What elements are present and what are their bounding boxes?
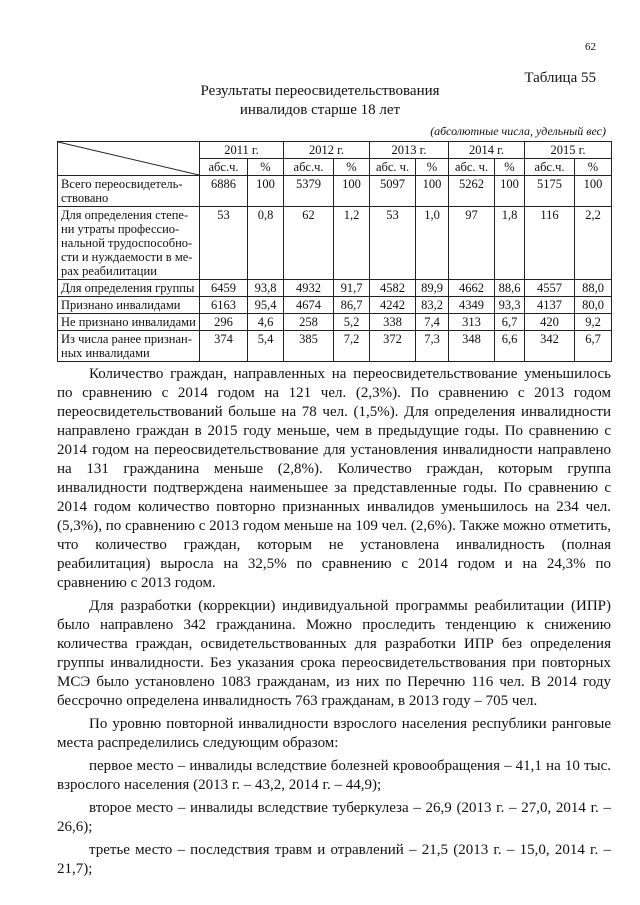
- value-cell: 100: [495, 176, 525, 207]
- year-header: 2014 г.: [449, 142, 525, 159]
- table-title: [0, 82, 640, 120]
- value-cell: 116: [525, 207, 575, 280]
- value-cell: 4,6: [248, 314, 284, 331]
- subheader-cell: %: [495, 159, 525, 176]
- value-cell: 6163: [200, 297, 248, 314]
- value-cell: 62: [284, 207, 334, 280]
- value-cell: 100: [334, 176, 370, 207]
- value-cell: 313: [449, 314, 495, 331]
- value-cell: 6,6: [495, 331, 525, 362]
- value-cell: 342: [525, 331, 575, 362]
- value-cell: 6886: [200, 176, 248, 207]
- value-cell: 88,0: [575, 280, 612, 297]
- subheader-cell: абс. ч.: [449, 159, 495, 176]
- value-cell: 95,4: [248, 297, 284, 314]
- value-cell: 258: [284, 314, 334, 331]
- value-cell: 88,6: [495, 280, 525, 297]
- value-cell: 5,4: [248, 331, 284, 362]
- value-cell: 0,8: [248, 207, 284, 280]
- table-row: [58, 176, 612, 207]
- subheader-cell: %: [334, 159, 370, 176]
- value-cell: 53: [200, 207, 248, 280]
- value-cell: 4932: [284, 280, 334, 297]
- row-label: Не признано инвалидами: [58, 314, 200, 331]
- value-cell: 1,2: [334, 207, 370, 280]
- value-cell: 1,0: [416, 207, 449, 280]
- value-cell: 5262: [449, 176, 495, 207]
- subheader-cell: абс.ч.: [284, 159, 334, 176]
- value-cell: 5175: [525, 176, 575, 207]
- corner-cell: [58, 142, 200, 176]
- subheader-cell: %: [416, 159, 449, 176]
- value-cell: 372: [370, 331, 416, 362]
- row-label: Всего переосвидетель-ствовано: [58, 176, 200, 207]
- body-text: [57, 365, 611, 883]
- value-cell: 91,7: [334, 280, 370, 297]
- value-cell: 420: [525, 314, 575, 331]
- row-label: Из числа ранее признан-ных инвалидами: [58, 331, 200, 362]
- value-cell: 4582: [370, 280, 416, 297]
- value-cell: 296: [200, 314, 248, 331]
- value-cell: 7,4: [416, 314, 449, 331]
- table-label: Таблица 55: [524, 70, 596, 86]
- value-cell: 2,2: [575, 207, 612, 280]
- value-cell: 385: [284, 331, 334, 362]
- value-cell: 4662: [449, 280, 495, 297]
- title-line-2: инвалидов старше 18 лет: [239, 102, 401, 118]
- subheader-cell: %: [248, 159, 284, 176]
- value-cell: 93,3: [495, 297, 525, 314]
- value-cell: 348: [449, 331, 495, 362]
- value-cell: 83,2: [416, 297, 449, 314]
- value-cell: 100: [575, 176, 612, 207]
- value-cell: 374: [200, 331, 248, 362]
- paragraph: первое место – инвалиды вследствие болезней кровообращения – 41,1 на 10 тыс. взрослого населения (2013 г. – 43,2, 2014 г. – 44,9);: [57, 758, 611, 793]
- paragraph: Количество граждан, направленных на переосвидетельствование уменьшилось по сравнению с 2014 годом на 121 чел. (2,3%). По сравнению с 2013 годом переосвидетельствований больше на 78 чел. (1,5%). Для определения инвалидности направлено граждан в 2015 году меньше, чем в предыдущие годы. По сравнению с 2014 годом на переосвидетельствование для установления инвалидности направлено на 131 гражданина меньше (2,8%). Количество граждан, которым группа инвалидности подтверждена наименьшее за представленные годы. По сравнению с 2014 годом количество повторно признанных инвалидов уменьшилось на 234 чел. (5,3%), по сравнению с 2013 годом меньше на 109 чел. (2,6%). Также можно отметить, что количество граждан, которым не установлена инвалидность (полная реабилитация) выросла на 32,5% по сравнению с 2014 годом и на 24,3% по сравнению с 2013 годом.: [57, 366, 611, 591]
- value-cell: 4349: [449, 297, 495, 314]
- subheader-cell: абс.ч.: [525, 159, 575, 176]
- paragraph: По уровню повторной инвалидности взрослого населения республики ранговые места распределились следующим образом:: [57, 716, 611, 751]
- value-cell: 6,7: [575, 331, 612, 362]
- row-label: Признано инвалидами: [58, 297, 200, 314]
- units-note: (абсолютные числа, удельный вес): [430, 124, 606, 138]
- value-cell: 9,2: [575, 314, 612, 331]
- value-cell: 7,2: [334, 331, 370, 362]
- value-cell: 6459: [200, 280, 248, 297]
- year-header: 2011 г.: [200, 142, 284, 159]
- table-row: [58, 314, 612, 331]
- results-table: [57, 141, 612, 362]
- paragraph: Для разработки (коррекции) индивидуальной программы реабилитации (ИПР) было направлено 342 гражданина. Можно проследить тенденцию к снижению количества граждан, освидетельствованных для разработки ИПР без определения группы инвалидности. Без указания срока переосвидетельствования при повторных МСЭ было установлено 1083 гражданам, из них по Перечню 116 чел. В 2014 году бессрочно определена инвалидность 763 гражданам, в 2013 году – 705 чел.: [57, 598, 611, 709]
- value-cell: 338: [370, 314, 416, 331]
- value-cell: 5,2: [334, 314, 370, 331]
- value-cell: 4242: [370, 297, 416, 314]
- value-cell: 5097: [370, 176, 416, 207]
- value-cell: 6,7: [495, 314, 525, 331]
- title-line-1: Результаты переосвидетельствования: [200, 83, 440, 99]
- value-cell: 100: [248, 176, 284, 207]
- value-cell: 100: [416, 176, 449, 207]
- value-cell: 97: [449, 207, 495, 280]
- value-cell: 80,0: [575, 297, 612, 314]
- table-row: [58, 297, 612, 314]
- page-number: 62: [585, 41, 596, 53]
- subheader-cell: абс.ч.: [200, 159, 248, 176]
- value-cell: 86,7: [334, 297, 370, 314]
- year-header: 2015 г.: [525, 142, 612, 159]
- value-cell: 89,9: [416, 280, 449, 297]
- value-cell: 7,3: [416, 331, 449, 362]
- paragraph: третье место – последствия травм и отравлений – 21,5 (2013 г. – 15,0, 2014 г. – 21,7);: [57, 842, 611, 877]
- table-row: [58, 331, 612, 362]
- year-header: 2012 г.: [284, 142, 370, 159]
- year-header-row: [58, 142, 612, 159]
- value-cell: 93,8: [248, 280, 284, 297]
- table-row: [58, 280, 612, 297]
- subheader-cell: абс. ч.: [370, 159, 416, 176]
- paragraph: второе место – инвалиды вследствие туберкулеза – 26,9 (2013 г. – 27,0, 2014 г. – 26,6);: [57, 800, 611, 835]
- value-cell: 4557: [525, 280, 575, 297]
- value-cell: 1,8: [495, 207, 525, 280]
- value-cell: 5379: [284, 176, 334, 207]
- row-label: Для определения группы: [58, 280, 200, 297]
- value-cell: 53: [370, 207, 416, 280]
- table-row: [58, 207, 612, 280]
- row-label: Для определения степе-ни утраты профессио-нальной трудоспособно-сти и нуждаемости в ме-рах реабилитации: [58, 207, 200, 280]
- value-cell: 4137: [525, 297, 575, 314]
- value-cell: 4674: [284, 297, 334, 314]
- subheader-cell: %: [575, 159, 612, 176]
- year-header: 2013 г.: [370, 142, 449, 159]
